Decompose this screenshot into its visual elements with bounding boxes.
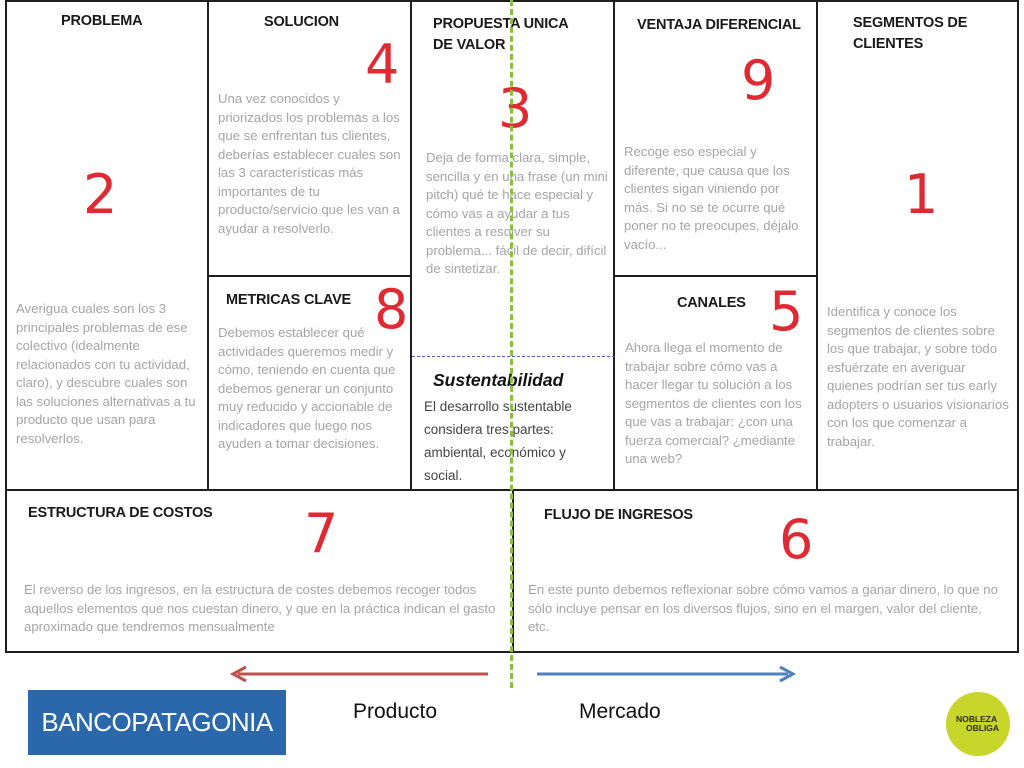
nobleza-line2: OBLIGA [966, 723, 1000, 733]
solucion-block [209, 2, 410, 275]
canales-number: 5 [769, 280, 804, 343]
nobleza-line1: NOBLEZA [956, 714, 998, 724]
canvas-border-right [1017, 0, 1019, 653]
segmentos-block [818, 2, 1017, 489]
ingresos-number: 6 [779, 508, 814, 571]
canales-title: CANALES [677, 295, 746, 311]
ingresos-description: En este punto debemos reflexionar sobre cómo vamos a ganar dinero, lo que no sólo incluye pensar en los diversos flujos, sino en el margen, valor del cliente, etc. [528, 582, 998, 634]
producto-label: Producto [353, 700, 438, 723]
costos-block [7, 491, 512, 651]
problema-number: 2 [83, 163, 118, 226]
canales-description: Ahora llega el momento de trabajar sobre cómo vas a hacer llegar tu solución a los segmentos de clientes con los que vas a trabajar: ¿con una fuerza comercial? ¿mediante una web? [625, 340, 802, 466]
propuesta-title-line1: PROPUESTA UNICA [433, 16, 569, 32]
ventaja-block [615, 2, 816, 275]
bancopatagonia-logo [28, 690, 286, 755]
ingresos-block [514, 491, 1017, 651]
producto-mercado-divider [510, 0, 513, 688]
costos-number: 7 [304, 502, 339, 565]
costos-description: El reverso de los ingresos, en la estructura de costes debemos recoger todos aquellos elementos que nos cuestan dinero, y que en la práctica indican el gasto aproximado que tendremos mensualmente [24, 582, 496, 634]
costos-title: ESTRUCTURA DE COSTOS [28, 505, 213, 521]
ventaja-title: VENTAJA DIFERENCIAL [637, 17, 801, 33]
problema-description: Averigua cuales son los 3 principales problemas de ese colectivo (idealmente relacionados con tu actividad, claro), y descubre cuales son las soluciones alternativas a tu producto que usan para resolverlos. [16, 301, 196, 446]
propuesta-title-line2: DE VALOR [433, 37, 506, 53]
propuesta-description: Deja de forma clara, simple, sencilla y en una frase (un mini pitch) qué te hace especial y cómo vas a ayudar a tus clientes a resolver su problema... fácil de decir, difícil de sintetizar. [426, 150, 608, 276]
nobleza-obliga-logo-text [956, 715, 999, 733]
segmentos-number: 1 [904, 163, 939, 226]
ventaja-description: Recoge eso especial y diferente, que causa que los clientes sigan viniendo por más. Si no se te ocurre qué poner no te preocupes, déjalo vacío... [624, 144, 799, 252]
sustentabilidad-title: Sustentabilidad [433, 370, 564, 390]
problema-block [7, 2, 207, 489]
segmentos-title-line1: SEGMENTOS DE [853, 15, 968, 31]
sustentabilidad-description: El desarrollo sustentable considera tres partes: ambiental, económico y social. [424, 399, 572, 483]
problema-title: PROBLEMA [61, 13, 143, 29]
solucion-title: SOLUCION [264, 14, 339, 30]
sustentabilidad-separator [412, 356, 615, 357]
segmentos-description: Identifica y conoce los segmentos de clientes sobre los que trabajar, y sobre todo esfuérzate en averiguar quienes podrían ser tus early adopters o usuarios visionarios con los que comenzar a trabajar. [827, 304, 1009, 449]
propuesta-number: 3 [498, 77, 533, 140]
ingresos-title: FLUJO DE INGRESOS [544, 507, 693, 523]
metricas-title: METRICAS CLAVE [226, 292, 352, 308]
segmentos-title-line2: CLIENTES [853, 36, 924, 52]
mercado-label: Mercado [579, 700, 661, 723]
metricas-description: Debemos establecer qué actividades queremos medir y cómo, teniendo en cuenta que debemos generar un conjunto muy reducido y accionable de indicadores que luego nos ayuden a tomar decisiones. [218, 325, 396, 451]
metricas-number: 8 [374, 278, 409, 341]
bancopatagonia-logo-text: BANCOPATAGONIA [41, 707, 273, 737]
metricas-block [209, 277, 410, 489]
canales-block [615, 277, 816, 489]
solucion-description: Una vez conocidos y priorizados los problemas a los que se enfrentan tus clientes, deberías establecer cuales son las 3 características más importantes de tu producto/servicio que les van a ayudar a resolverlo. [218, 91, 401, 236]
ventaja-number: 9 [741, 49, 776, 112]
solucion-number: 4 [365, 33, 400, 96]
